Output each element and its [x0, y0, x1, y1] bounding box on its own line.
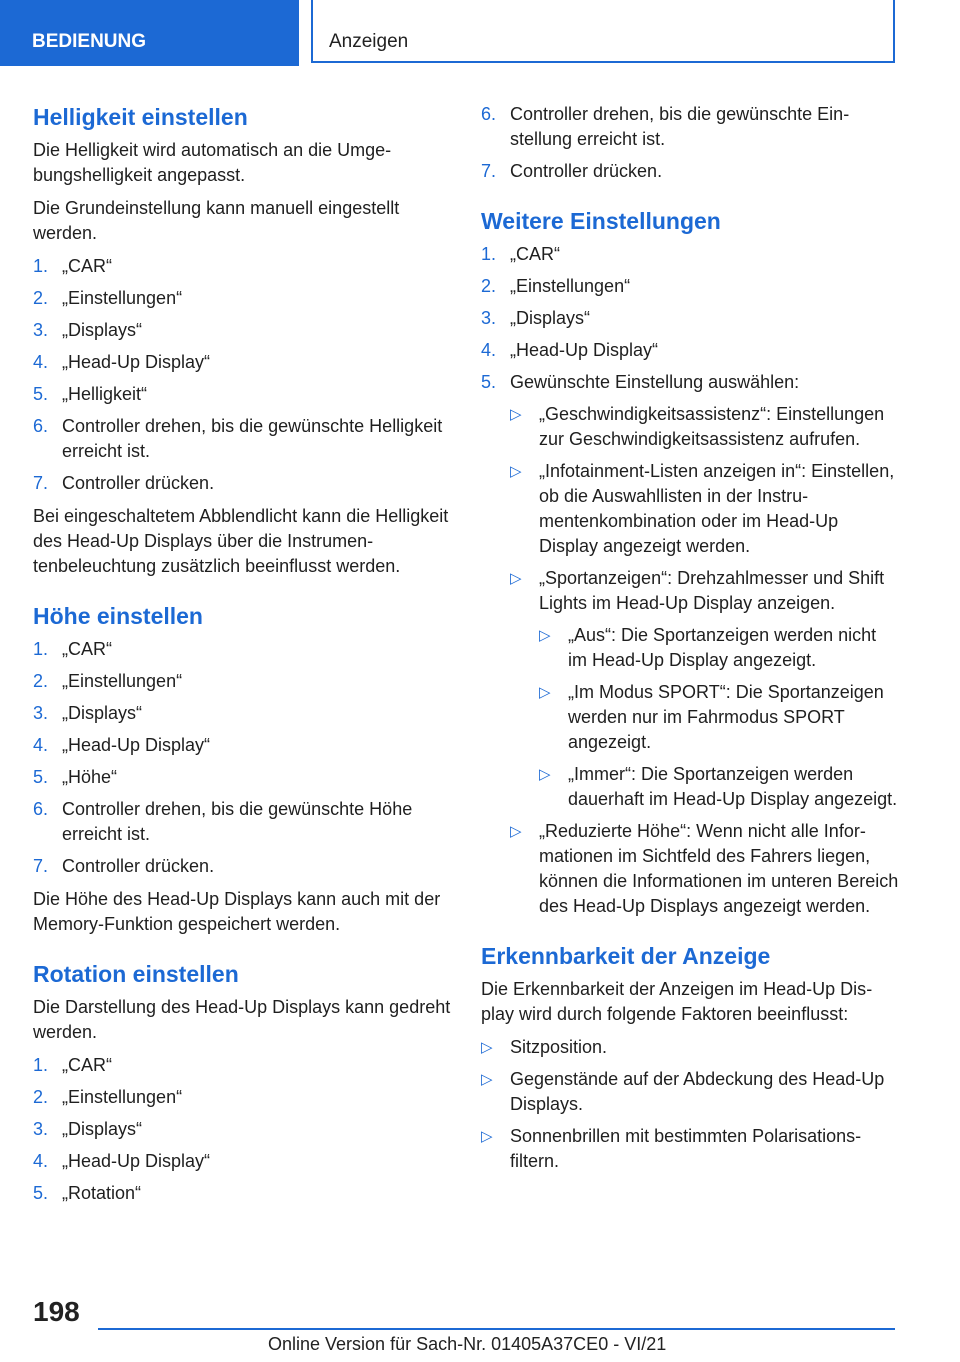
visibility-factors	[481, 1035, 899, 1174]
bullet-item: ▷ Sonnenbrillen mit bestimmten Polarisationsfiltern.	[481, 1126, 862, 1171]
step-item: 2. „Einstellungen“	[33, 671, 183, 691]
sub-item: ▷ „Reduzierte Höhe“: Wenn nicht alle Informationen im Sichtfeld des Fahrers liegen, können die Informationen im unteren Bereich des Head-Up Displays angezeigt werden.	[510, 821, 899, 916]
triangle-bullet-icon: ▷	[539, 684, 551, 701]
triangle-bullet-icon: ▷	[510, 570, 522, 587]
step-item: 1. „CAR“	[33, 256, 112, 276]
sub-item: ▷ „Geschwindigkeitsassistenz“: Einstellungen zur Geschwindigkeitsassistenz aufrufen.	[510, 404, 885, 449]
step-item: 5. „Helligkeit“	[33, 384, 148, 404]
heading-brightness: Helligkeit einstellen	[33, 104, 248, 130]
sub-sub-item: ▷ „Im Modus SPORT“: Die Sportanzeigen werden nur im Fahrmodus SPORT angezeigt.	[539, 682, 884, 752]
triangle-bullet-icon: ▷	[481, 1071, 493, 1088]
step-item: 3. „Displays“	[33, 703, 143, 723]
triangle-bullet-icon: ▷	[539, 766, 551, 783]
step-item: 2. „Einstellungen“	[481, 276, 631, 296]
step-item: 5. „Rotation“	[33, 1183, 142, 1203]
triangle-bullet-icon: ▷	[510, 823, 522, 840]
triangle-bullet-icon: ▷	[481, 1039, 493, 1056]
triangle-bullet-icon: ▷	[510, 406, 522, 423]
triangle-bullet-icon: ▷	[510, 463, 522, 480]
step-item: 2. „Einstellungen“	[33, 288, 183, 308]
paragraph: Die Erkennbarkeit der Anzeigen im Head-Up Display wird durch folgende Faktoren beeinflusst:	[481, 979, 873, 1024]
step-item: 5. „Höhe“	[33, 767, 118, 787]
sub-sub-item: ▷ „Aus“: Die Sportanzeigen werden nicht im Head-Up Display angezeigt.	[539, 625, 877, 670]
page-number: 198	[33, 1296, 80, 1327]
steps-height	[33, 637, 451, 879]
footer-text: Online Version für Sach-Nr. 01405A37CE0 - VI/21	[268, 1334, 667, 1354]
chapter-title: Anzeigen	[311, 0, 895, 63]
paragraph: Die Grundeinstellung kann manuell eingestellt werden.	[33, 198, 400, 243]
step-item: 4. „Head-Up Display“	[481, 340, 659, 360]
step-item: 3. „Displays“	[481, 308, 591, 328]
left-column	[33, 102, 451, 1214]
step-item: 5. Gewünschte Einstellung auswählen: ▷ „Geschwindigkeitsassistenz“: Einstellungen zur Geschwindigkeitsassistenz aufrufen. ▷ „Infotainment-Listen anzeigen in“: Einstellen, ob die Auswahllisten in der Instrumentenkombination oder im Head-Up Display angezeigt werden. ▷ „Sportanzeigen“: Drehzahlmesser und Shift Lights im Head-Up Display anzeigen. ▷ „Aus“: Die Sportanzeigen werden nicht im Head-Up Display angezeigt. ▷ „Im Modus SPORT“: Die Sportanzeigen werden nur im Fahrmodus SPORT angezeigt. ▷ „Immer“: Die Sportanzeigen werden dauerhaft im Head-Up Display angezeigt. ▷ „Reduzierte Höhe“: Wenn nicht alle Informationen im Sichtfeld des Fahrers liegen, können die Informationen im unteren Bereich des Head-Up Displays angezeigt werden.	[481, 370, 899, 919]
step-item: 1. „CAR“	[33, 639, 112, 659]
step-item: 6. Controller drehen, bis die gewünschte Höhe erreicht ist.	[33, 799, 413, 844]
right-column	[481, 102, 899, 1182]
step-item: 4. „Head-Up Display“	[33, 1151, 211, 1171]
heading-more-settings: Weitere Einstellungen	[481, 208, 721, 234]
sub-options	[510, 402, 899, 919]
step-item: 3. „Displays“	[33, 1119, 143, 1139]
bullet-item: ▷ Sitzposition.	[481, 1035, 899, 1060]
steps-rotation	[33, 1053, 451, 1206]
sub-item: ▷ „Sportanzeigen“: Drehzahlmesser und Shift Lights im Head-Up Display anzeigen. ▷ „Aus“: Die Sportanzeigen werden nicht im Head-Up Display angezeigt. ▷ „Im Modus SPORT“: Die Sportanzeigen werden nur im Fahrmodus SPORT angezeigt. ▷ „Immer“: Die Sportanzeigen werden dauerhaft im Head-Up Display angezeigt.	[510, 566, 899, 812]
sub-sub-item: ▷ „Immer“: Die Sportanzeigen werden dauerhaft im Head-Up Display angezeigt.	[539, 764, 898, 809]
paragraph: Die Helligkeit wird automatisch an die Umgebungshelligkeit angepasst.	[33, 140, 392, 185]
bullet-item: ▷ Gegenstände auf der Abdeckung des Head-Up Displays.	[481, 1069, 885, 1114]
steps-more-settings	[481, 242, 899, 919]
steps-rotation-continued	[481, 102, 899, 184]
paragraph: Die Höhe des Head-Up Displays kann auch mit der Memory-Funktion gespeichert werden.	[33, 889, 441, 934]
triangle-bullet-icon: ▷	[481, 1128, 493, 1145]
triangle-bullet-icon: ▷	[539, 627, 551, 644]
footer-divider	[98, 1328, 895, 1330]
step-item: 3. „Displays“	[33, 320, 143, 340]
sub-sub-options	[539, 623, 899, 812]
heading-height: Höhe einstellen	[33, 603, 203, 629]
step-item: 7. Controller drücken.	[33, 856, 215, 876]
step-item: 7. Controller drücken.	[33, 473, 215, 493]
step-item: 1. „CAR“	[33, 1055, 112, 1075]
step-item: 7. Controller drücken.	[481, 161, 663, 181]
step-item: 6. Controller drehen, bis die gewünschte Helligkeit erreicht ist.	[33, 416, 443, 461]
steps-brightness	[33, 254, 451, 496]
step-item: 4. „Head-Up Display“	[33, 352, 211, 372]
step-item: 6. Controller drehen, bis die gewünschte Einstellung erreicht ist.	[481, 104, 850, 149]
paragraph: Bei eingeschaltetem Abblendlicht kann die Helligkeit des Head-Up Displays über die Instrumentenbeleuchtung zusätzlich beeinflusst werden.	[33, 506, 449, 576]
heading-visibility: Erkennbarkeit der Anzeige	[481, 943, 771, 969]
step-item: 2. „Einstellungen“	[33, 1087, 183, 1107]
heading-rotation: Rotation einstellen	[33, 961, 239, 987]
sub-item: ▷ „Infotainment-Listen anzeigen in“: Einstellen, ob die Auswahllisten in der Instrumentenkombination oder im Head-Up Display angezeigt werden.	[510, 461, 895, 556]
section-tab: BEDIENUNG	[0, 0, 299, 66]
paragraph: Die Darstellung des Head-Up Displays kann gedreht werden.	[33, 997, 451, 1042]
step-item: 4. „Head-Up Display“	[33, 735, 211, 755]
step-item: 1. „CAR“	[481, 244, 560, 264]
